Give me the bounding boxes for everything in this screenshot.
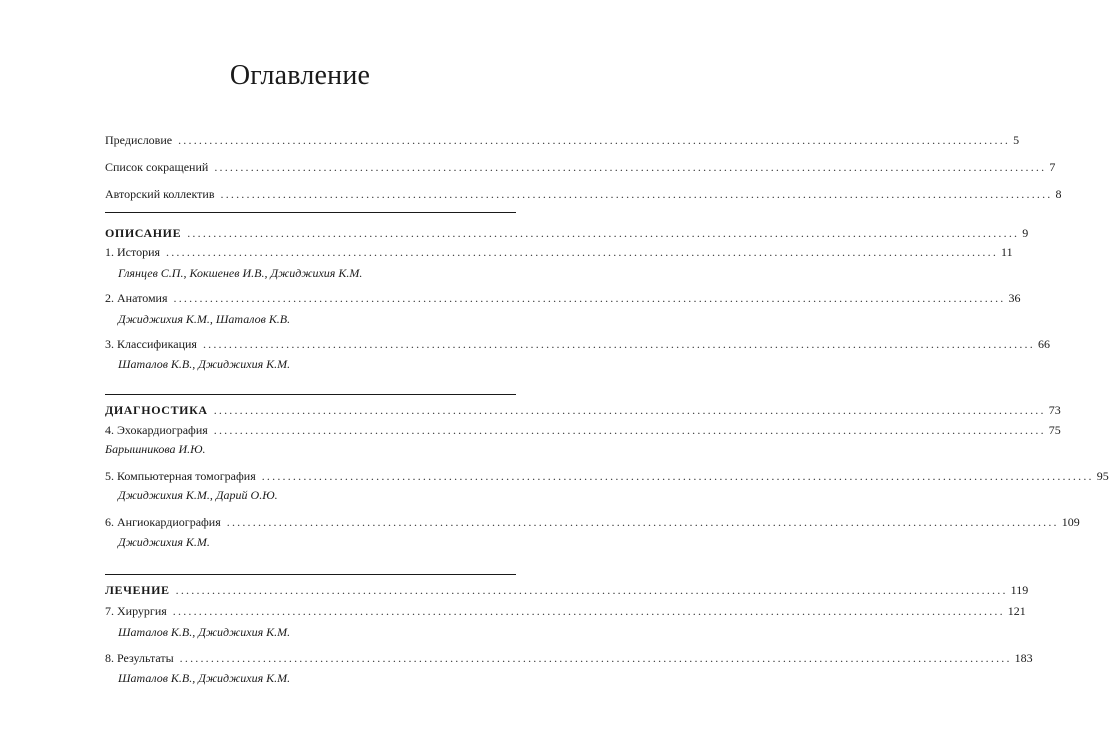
chapter-page: 109 — [1061, 515, 1080, 529]
entry-label: Список сокращений — [105, 160, 209, 174]
dot-leader: ................................................................................................................................................................ — [226, 515, 1059, 529]
chapter-authors: Джиджихия К.М. — [118, 535, 210, 549]
entry-label: Авторский коллектив — [105, 187, 215, 201]
toc-entry-preface[interactable] — [105, 131, 1020, 149]
toc-section-diagnostics[interactable] — [105, 401, 1061, 419]
entry-page: 8 — [1055, 187, 1062, 201]
chapter-authors: Шаталов К.В., Джиджихия К.М. — [118, 625, 291, 639]
chapter-label: 8. Результаты — [105, 651, 174, 665]
chapter-page: 11 — [1001, 245, 1013, 259]
chapter-page: 183 — [1014, 651, 1033, 665]
chapter-label: 3. Классификация — [105, 337, 197, 351]
entry-label: Предисловие — [105, 133, 173, 147]
chapter-authors: Джиджихия К.М., Дарий О.Ю. — [118, 488, 278, 502]
chapter-page: 36 — [1008, 291, 1021, 305]
dot-leader: ................................................................................................................................................................ — [213, 423, 1046, 437]
chapter-label: 4. Эхокардиография — [105, 423, 208, 437]
section-title: ДИАГНОСТИКА — [105, 403, 208, 417]
toc-chapter-8[interactable] — [105, 649, 1033, 667]
divider — [105, 212, 516, 213]
dot-leader: ................................................................................................................................................................ — [178, 133, 1011, 147]
chapter-label: 2. Анатомия — [105, 291, 168, 305]
entry-page: 5 — [1013, 133, 1020, 147]
chapter-label: 5. Компьютерная томография — [105, 469, 256, 483]
dot-leader: ................................................................................................................................................................ — [261, 469, 1094, 483]
toc-chapter-3[interactable] — [105, 335, 1050, 353]
toc-chapter-2[interactable] — [105, 289, 1021, 307]
section-page: 119 — [1010, 583, 1029, 597]
entry-page: 7 — [1049, 160, 1056, 174]
toc-chapter-4[interactable] — [105, 421, 1061, 439]
chapter-authors: Глянцев С.П., Кокшенев И.В., Джиджихия К.М. — [118, 266, 363, 280]
section-title: ОПИСАНИЕ — [105, 226, 182, 240]
chapter-label: 7. Хирургия — [105, 604, 167, 618]
toc-chapter-5[interactable] — [105, 467, 1109, 485]
chapter-page: 66 — [1037, 337, 1050, 351]
dot-leader: ................................................................................................................................................................ — [202, 337, 1035, 351]
divider — [105, 574, 516, 575]
chapter-authors: Джиджихия К.М., Шаталов К.В. — [118, 312, 291, 326]
dot-leader: ................................................................................................................................................................ — [214, 160, 1047, 174]
dot-leader: ................................................................................................................................................................ — [175, 583, 1008, 597]
toc-entry-authors[interactable] — [105, 185, 1062, 203]
chapter-authors: Барышникова И.Ю. — [105, 442, 206, 456]
chapter-authors: Шаталов К.В., Джиджихия К.М. — [118, 357, 291, 371]
chapter-label: 6. Ангиокардиография — [105, 515, 221, 529]
dot-leader: ................................................................................................................................................................ — [187, 226, 1020, 240]
dot-leader: ................................................................................................................................................................ — [172, 604, 1005, 618]
chapter-page: 95 — [1096, 469, 1109, 483]
chapter-page: 121 — [1007, 604, 1026, 618]
section-page: 9 — [1022, 226, 1029, 240]
section-title: ЛЕЧЕНИЕ — [105, 583, 170, 597]
toc-section-treatment[interactable] — [105, 581, 1029, 599]
toc-entry-abbreviations[interactable] — [105, 158, 1056, 176]
toc-chapter-7[interactable] — [105, 602, 1026, 620]
section-page: 73 — [1048, 403, 1061, 417]
toc-chapter-6[interactable] — [105, 513, 1080, 531]
dot-leader: ................................................................................................................................................................ — [173, 291, 1006, 305]
toc-chapter-1[interactable] — [105, 243, 1013, 261]
chapter-authors: Шаталов К.В., Джиджихия К.М. — [118, 671, 291, 685]
dot-leader: ................................................................................................................................................................ — [179, 651, 1012, 665]
chapter-label: 1. История — [105, 245, 161, 259]
chapter-page: 75 — [1048, 423, 1061, 437]
dot-leader: ................................................................................................................................................................ — [166, 245, 999, 259]
toc-section-description[interactable] — [105, 224, 1029, 242]
page-title: Оглавление — [229, 60, 371, 91]
dot-leader: ................................................................................................................................................................ — [220, 187, 1053, 201]
divider — [105, 394, 516, 395]
dot-leader: ................................................................................................................................................................ — [213, 403, 1046, 417]
